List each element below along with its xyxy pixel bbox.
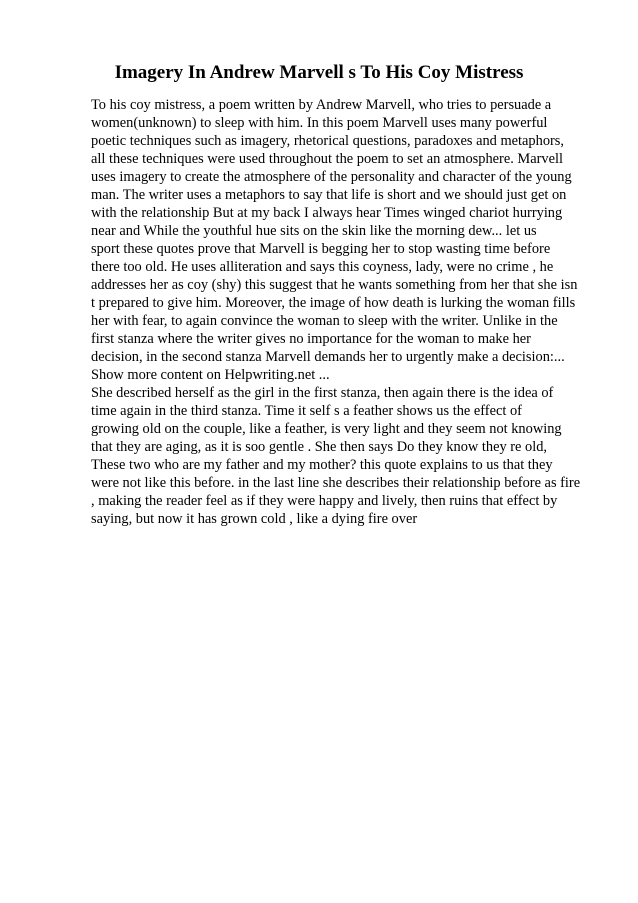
body-line: saying, but now it has grown cold , like a dying fire over	[91, 511, 418, 527]
body-line: addresses her as coy (shy) this suggest that he wants something from her that she isn	[91, 277, 578, 293]
body-line: near and While the youthful hue sits on the skin like the morning dew... let us	[91, 223, 537, 239]
body-line: all these techniques were used throughout the poem to set an atmosphere. Marvell	[91, 151, 563, 167]
body-line: , making the reader feel as if they were happy and lively, then ruins that effect by	[91, 493, 558, 509]
body-line: growing old on the couple, like a feather, is very light and they seem not knowing	[91, 421, 562, 437]
body-line: poetic techniques such as imagery, rhetorical questions, paradoxes and metaphors,	[91, 133, 565, 149]
body-line: there too old. He uses alliteration and says this coyness, lady, were no crime , he	[91, 259, 554, 275]
body-line: sport these quotes prove that Marvell is begging her to stop wasting time before	[91, 241, 551, 257]
body-line: time again in the third stanza. Time it self s a feather shows us the effect of	[91, 403, 522, 419]
body-line: decision, in the second stanza Marvell demands her to urgently make a decision:...	[91, 349, 565, 365]
body-line: To his coy mistress, a poem written by Andrew Marvell, who tries to persuade a	[91, 97, 552, 113]
body-line: She described herself as the girl in the first stanza, then again there is the idea of	[91, 385, 554, 401]
body-line: first stanza where the writer gives no importance for the woman to make her	[91, 331, 531, 347]
page-title: Imagery In Andrew Marvell s To His Coy Mistress	[114, 62, 524, 83]
body-line: These two who are my father and my mother? this quote explains to us that they	[91, 457, 553, 473]
body-line: uses imagery to create the atmosphere of the personality and character of the young	[91, 169, 572, 185]
body-line: Show more content on Helpwriting.net ...	[91, 367, 330, 383]
body-line: that they are aging, as it is soo gentle . She then says Do they know they re old,	[91, 439, 548, 455]
body-line: t prepared to give him. Moreover, the image of how death is lurking the woman fills	[91, 295, 576, 311]
body-line: with the relationship But at my back I always hear Times winged chariot hurrying	[91, 205, 563, 221]
body-line: women(unknown) to sleep with him. In this poem Marvell uses many powerful	[91, 115, 548, 131]
body-line: were not like this before. in the last line she describes their relationship before as fire	[91, 475, 581, 491]
body-line: man. The writer uses a metaphors to say that life is short and we should just get on	[91, 187, 567, 203]
body-line: her with fear, to again convince the woman to sleep with the writer. Unlike in the	[91, 313, 558, 329]
